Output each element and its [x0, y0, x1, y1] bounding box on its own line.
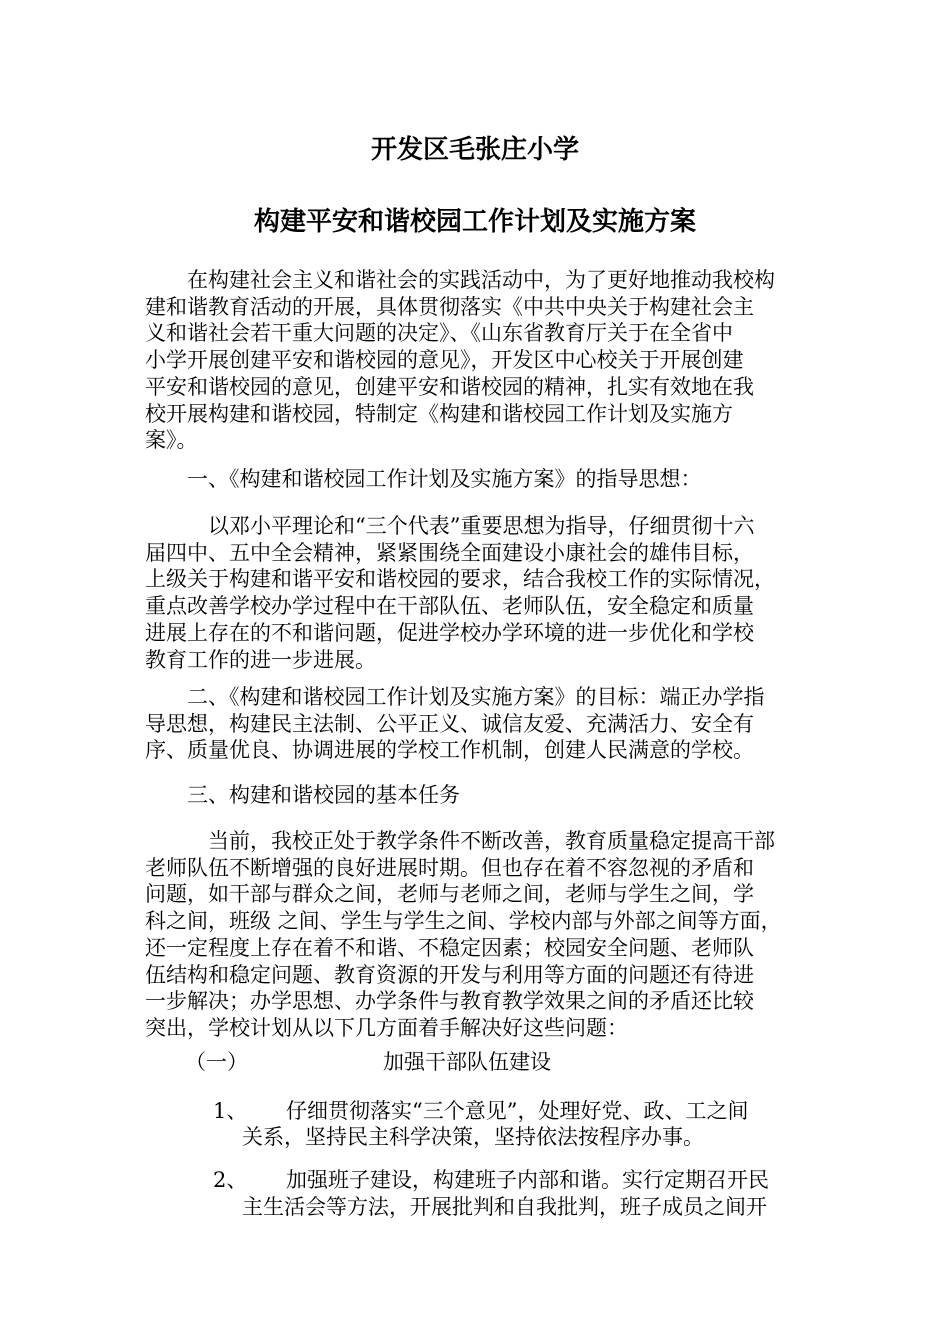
list-item-text: 主生活会等方法，开展批判和自我批判，班子成员之间开 — [242, 1195, 767, 1219]
text-line: 教育工作的进一步进展。 — [145, 647, 376, 672]
document-title-school: 开发区毛张庄小学 — [370, 135, 579, 165]
text-line: 当前，我校正处于教学条件不断改善，教育质量稳定提高干部 — [145, 829, 775, 853]
basic-tasks-paragraph — [145, 828, 825, 1042]
text-line: 建和谐教育活动的开展，具体贯彻落实《中共中央关于构建社会主 — [145, 294, 754, 319]
text-line: 还一定程度上存在着不和谐、不稳定因素；校园安全问题、老师队 — [145, 935, 754, 960]
text-line: 科之间，班级 之间、学生与学生之间、学校内部与外部之间等方面， — [145, 909, 782, 934]
text-line: 校开展构建和谐校园，特制定《构建和谐校园工作计划及实施方 — [145, 401, 733, 426]
list-item-number: 2、 — [213, 1168, 248, 1192]
text-line: 案》。 — [145, 428, 198, 453]
intro-paragraph — [145, 267, 825, 454]
goals-paragraph — [145, 684, 825, 764]
subheading-number: （一） — [185, 1050, 248, 1074]
guiding-ideology-paragraph — [145, 513, 825, 673]
text-line: 上级关于构建和谐平安和谐校园的要求，结合我校工作的实际情况， — [145, 567, 775, 592]
text-line: 一步解决；办学思想、办学条件与教育教学效果之间的矛盾还比较 — [145, 989, 754, 1014]
text-line: 老师队伍不断增强的良好进展时期。但也存在着不容忽视的矛盾和 — [145, 855, 754, 880]
text-line: 在构建社会主义和谐社会的实践活动中，为了更好地推动我校构 — [145, 268, 775, 292]
section-heading-basic-tasks: 三、构建和谐校园的基本任务 — [145, 783, 460, 807]
text-line: 以邓小平理论和“三个代表”重要思想为指导，仔细贯彻十六 — [145, 514, 755, 538]
text-line: 届四中、五中全会精神，紧紧围绕全面建设小康社会的雄伟目标， — [145, 540, 754, 565]
list-item-number: 1、 — [213, 1099, 248, 1123]
text-line: 导思想，构建民主法制、公平正义、诚信友爱、充满活力、安全有 — [145, 711, 754, 736]
section-heading-guiding-ideology: 一、《构建和谐校园工作计划及实施方案》的指导思想： — [145, 467, 702, 491]
text-line: 伍结构和稳定问题、教育资源的开发与利用等方面的问题还有待进 — [145, 962, 754, 987]
list-item-text: 加强班子建设，构建班子内部和谐。实行定期召开民 — [286, 1168, 769, 1192]
text-line: 平安和谐校园的意见，创建平安和谐校园的精神，扎实有效地在我 — [145, 374, 754, 399]
list-item-text: 仔细贯彻落实“三个意见”，处理好党、政、工之间 — [286, 1099, 749, 1123]
text-line: 义和谐社会若干重大问题的决定》、《山东省教育厅关于在全省中 — [145, 321, 733, 346]
document-title-plan: 构建平安和谐校园工作计划及实施方案 — [253, 207, 696, 237]
text-line: 进展上存在的不和谐问题，促进学校办学环境的进一步优化和学校 — [145, 620, 754, 645]
text-line: 重点改善学校办学过程中在干部队伍、老师队伍，安全稳定和质量 — [145, 594, 754, 619]
text-line: 问题，如干部与群众之间，老师与老师之间，老师与学生之间，学 — [145, 882, 754, 907]
list-item-text: 关系，坚持民主科学决策，坚持依法按程序办事。 — [242, 1125, 704, 1149]
subheading-cadre-team: 加强干部队伍建设 — [383, 1050, 551, 1074]
text-line: 序、质量优良、协调进展的学校工作机制，创建人民满意的学校。 — [145, 738, 754, 763]
text-line: 小学开展创建平安和谐校园的意见》，开发区中心校关于开展创建 — [145, 348, 744, 373]
text-line: 二、《构建和谐校园工作计划及实施方案》的目标：端正办学指 — [145, 685, 765, 709]
text-line: 突出，学校计划从以下几方面着手解决好这些问题： — [145, 1015, 628, 1040]
